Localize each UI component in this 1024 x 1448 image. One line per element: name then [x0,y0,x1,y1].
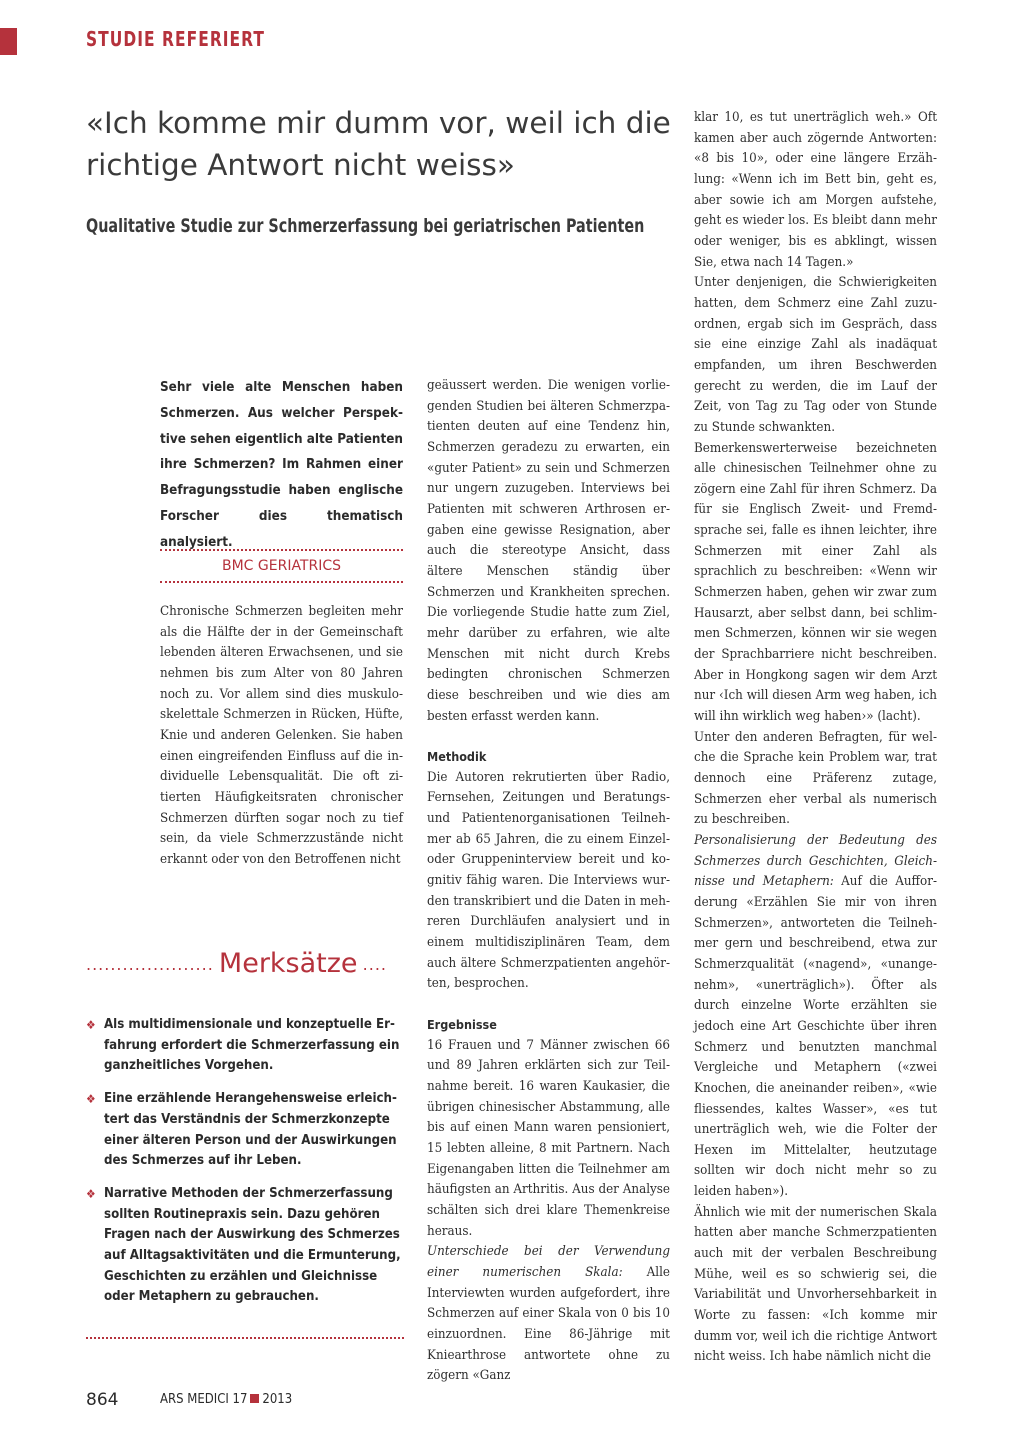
paragraph: Bemerkenswerterweise bezeichneten alle chinesischen Teilnehmer ohne zu zögern eine Zahl für ihren Schmerz. Da für sie Englisch Zweit- und Fremdsprache sei, falle es ihnen leichter, ihre Schmerzen mit einer Zahl als sprachlich zu beschreiben: «Wenn wir Schmerzen haben, gehen wir zwar zum Hausarzt, aber selbst dann, bei schlimmen Schmerzen, können wir sie wegen der Sprachbarriere nicht beschreiben. Aber in Hongkong sagen wir dem Arzt nur ‹Ich will diesen Arm weg haben, ich will ihn wirklich weg haben›» (lacht). [694,440,937,725]
list-item-text: Als multidimensionale und konzeptuelle Erfahrung erfordert die Schmerzerfassung ein ganzheitliches Vorgehen. [104,1017,400,1074]
page-number: 864 [86,1390,119,1410]
merksaetze-list [86,1015,406,1320]
paragraph: Unter den anderen Befragten, für welche die Sprache kein Problem war, trat dennoch eine Präferenz zutage, Schmerzen eher verbal als numerisch zu beschreiben. [694,729,937,828]
section-heading-ergebnisse: Ergebnisse [427,1017,497,1033]
list-item [86,1184,406,1308]
body-column-2 [427,376,670,1387]
paragraph-text: Auf die Aufforderung «Erzählen Sie mir von ihren Schmerzen», antworteten die Teilnehmer gern und beschreibend, etwa zur Schmerzqualität («nagend», «unangenehm», «unerträglich»). Öfter als durch einzelne Worte erzählten sie jedoch eine Art Geschichte über ihren Schmerz und benutzten manchmal Vergleiche und Metaphern («zwei Knochen, die aneinander reiben», «wie fliessendes, kaltes Wasser», «es tut unerträglich weh, wie die Folter der Hexen im Mittelalter, heutzutage sollten wir doch nicht mehr so zu leiden haben»). [694,874,938,1200]
paragraph: 16 Frauen und 7 Männer zwischen 66 und 89 Jahren erklärten sich zur Teilnahme bereit. 16 waren Kaukasier, die übrigen chinesischer Abstammung, alle bis auf einen Mann waren pensioniert, 15 lebten alleine, 8 mit Partnern. Nach Eigenangaben litten die Teilnehmer am häufigsten an Arthritis. Aus der Analyse schälten sich drei klare Themenkreise heraus. [427,1037,670,1239]
paragraph [694,831,937,1203]
dotted-divider [160,549,403,551]
dotted-divider [160,581,403,583]
merksaetze-title: Merksätze [218,948,358,979]
italic-subheading: Personalisierung der Bedeutung des Schmerzes durch Geschichten, Gleichnisse und Metaphern: [694,832,937,890]
list-item [86,1089,406,1172]
journal-footer [160,1392,292,1407]
journal-name: ARS MEDICI 17 [160,1392,248,1407]
paragraph: Die Autoren rekrutierten über Radio, Fernsehen, Zeitungen und Beratungs- und Patientenorganisationen Teilnehmer ab 65 Jahren, die zu einem Einzel- oder Gruppeninterview bereit und kognitiv fähig waren. Die Interviews wurden transkribiert und die Daten in mehreren Durchläufen analysiert und in einem multidisziplinären Team, dem auch ältere Schmerzpatienten angehörten, besprochen. [427,769,670,992]
italic-subheading: Unterschiede bei der Verwendung einer numerischen Skala: [427,1244,670,1280]
source-label: BMC GERIATRICS [221,558,342,574]
article-title: «Ich komme mir dumm vor, weil ich die richtige Antwort nicht weiss» [86,106,671,182]
paragraph-text: Alle Interviewten wurden aufgefordert, ihre Schmerzen auf einer Skala von 0 bis 10 einzuordnen. Eine 86-Jährige mit Kniearthrose antwortete ohne zu zögern «Ganz [427,1264,670,1384]
list-item-text: Narrative Methoden der Schmerzerfassung sollten Routinepraxis sein. Dazu gehören Fragen nach der Auswirkung des Schmerzes auf Alltagsaktivitäten und die Ermunterung, Geschichten zu erzählen und Gleichnisse oder Metaphern zu gebrauchen. [104,1185,401,1305]
article-subtitle: Qualitative Studie zur Schmerzerfassung bei geriatrischen Patienten [86,215,645,237]
dotted-leader: ..................... [86,955,214,974]
paragraph [427,1242,670,1387]
paragraph: geäussert werden. Die wenigen vorliegenden Studien bei älteren Schmerzpatienten deuten auf eine Tendenz hin, Schmerzen geradezu zu erwarten, ein «guter Patient» zu sein und Schmerzen nur ungern zuzugeben. Interviews bei Patienten mit schweren Arthrosen ergaben eine gewisse Resignation, aber auch die stereotype Ansicht, dass ältere Menschen ständig über Schmerzen und Krankheiten sprechen. Die vorliegende Studie hatte zum Ziel, mehr darüber zu erfahren, wie alte Menschen mit nicht durch Krebs bedingten chronischen Schmerzen diese beschreiben und wie dies am besten erfasst werden kann. [427,378,670,724]
diamond-bullet-icon: ❖ [86,1186,96,1201]
diamond-bullet-icon: ❖ [86,1018,96,1032]
journal-year: 2013 [262,1392,293,1407]
section-label: STUDIE REFERIERT [86,27,265,51]
body-column-3 [694,108,937,1368]
section-heading-methodik: Methodik [427,749,487,765]
article-lead: Sehr viele alte Menschen haben Schmerzen. Aus welcher Perspektive sehen eigentlich alte Patienten ihre Schmerzen? Im Rahmen einer Befragungsstudie haben englische Forscher dies thematisch analysiert. [160,380,403,550]
dotted-trailer: .... [362,955,387,974]
paragraph: Ähnlich wie mit der numerischen Skala hatten aber manche Schmerzpatienten auch mit der verbalen Beschreibung Mühe, weil es so schwierig sei, die Variabilität und Unvorhersehbarkeit in Worte zu fassen: «Ich komme mir dumm vor, weil ich die richtige Antwort nicht weiss. Ich habe nämlich nicht die [694,1204,937,1365]
paragraph: Chronische Schmerzen begleiten mehr als die Hälfte der in der Gemeinschaft lebenden älteren Erwachsenen, und sie nehmen bis zum Alter von 80 Jahren noch zu. Vor allem sind dies muskuloskelettale Schmerzen in Rücken, Hüfte, Knie und anderen Gelenken. Sie haben einen eingreifenden Einfluss auf die individuelle Lebensqualität. Die oft zitierten Häufigkeitsraten chronischer Schmerzen dürften sogar noch zu tief sein, da viele Schmerzzustände nicht erkannt oder von den Betroffenen nicht [160,604,403,867]
paragraph: klar 10, es tut unerträglich weh.» Oft kamen aber auch zögernde Antworten: «8 bis 10», oder eine längere Erzählung: «Wenn ich im Bett bin, geht es, aber sowie ich am Morgen aufstehe, geht es wieder los. Es bleibt dann mehr oder weniger, bis es abklingt, wissen Sie, etwa nach 14 Tagen.» [694,110,937,270]
dotted-divider [86,1337,404,1339]
list-item-text: Eine erzählende Herangehensweise erleichtert das Verständnis der Schmerzkonzepte einer älteren Person und der Auswirkungen des Schmerzes auf ihr Leben. [104,1091,397,1169]
diamond-bullet-icon: ❖ [86,1092,96,1107]
square-separator-icon [250,1394,259,1403]
section-marker [0,28,17,55]
paragraph: Unter denjenigen, die Schwierigkeiten hatten, dem Schmerz eine Zahl zuzuordnen, ergab sich im Gespräch, dass sie eine einzige Zahl als inadäquat empfanden, um ihren Beschwerden gerecht zu werden, die im Lauf der Zeit, von Tag zu Tag oder von Stunde zu Stunde schwankten. [694,275,937,435]
list-item [86,1015,406,1077]
merksaetze-heading [86,948,406,979]
body-column-1 [160,602,403,871]
